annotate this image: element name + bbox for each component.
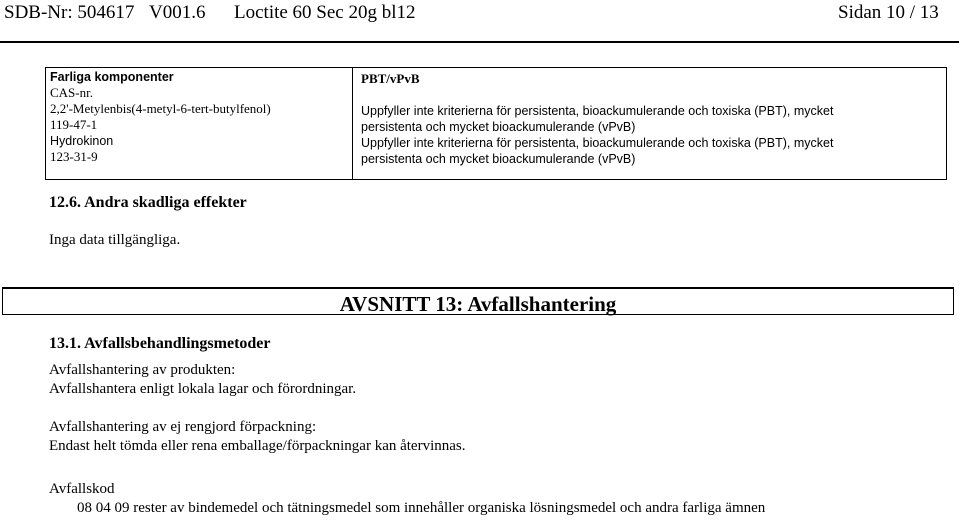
waste-code-text: 08 04 09 rester av bindemedel och tätningsmedel som innehåller organiska lösningsmedel och andra farliga ämnen bbox=[77, 500, 766, 516]
section-13-title: AVSNITT 13: Avfallshantering bbox=[339, 292, 617, 316]
waste-code-label: Avfallskod bbox=[49, 481, 115, 497]
col-header-pbt: PBT/vPvB bbox=[361, 71, 420, 86]
row1-pbt-line2: persistenta och mycket bioackumulerande (vPvB) bbox=[361, 120, 636, 134]
row1-name: 2,2'-Metylenbis(4-metyl-6-tert-butylfenol) bbox=[50, 101, 271, 116]
col-header-cas: CAS-nr. bbox=[50, 85, 93, 100]
components-col2 bbox=[361, 71, 833, 167]
row1-pbt-line1: Uppfyller inte kriterierna för persistenta, bioackumulerande och toxiska (PBT), mycket bbox=[361, 104, 834, 118]
components-col1 bbox=[50, 69, 271, 165]
section-13-1-heading: 13.1. Avfallsbehandlingsmetoder bbox=[49, 335, 271, 352]
row1-cas: 119-47-1 bbox=[50, 117, 98, 132]
components-table bbox=[45, 67, 947, 180]
section-12-6-text: Inga data tillgängliga. bbox=[49, 232, 181, 248]
section-13-banner bbox=[2, 287, 954, 315]
table-divider bbox=[352, 68, 353, 179]
product-name: Loctite 60 Sec 20g bl12 bbox=[234, 2, 416, 23]
doc-version: V001.6 bbox=[149, 2, 206, 23]
packaging-disposal-label: Avfallshantering av ej rengjord förpackning: bbox=[49, 419, 317, 435]
row2-pbt-line2: persistenta och mycket bioackumulerande (vPvB) bbox=[361, 152, 636, 166]
row2-cas: 123-31-9 bbox=[50, 149, 98, 164]
col-header-components: Farliga komponenter bbox=[50, 70, 174, 84]
product-disposal-text: Avfallshantera enligt lokala lagar och förordningar. bbox=[49, 381, 357, 397]
page-number: Sidan 10 / 13 bbox=[838, 2, 939, 23]
section-12-6-heading: 12.6. Andra skadliga effekter bbox=[49, 194, 247, 211]
doc-id: SDB-Nr: 504617 bbox=[4, 2, 135, 23]
row2-pbt-line1: Uppfyller inte kriterierna för persistenta, bioackumulerande och toxiska (PBT), mycket bbox=[361, 136, 834, 150]
packaging-disposal-text: Endast helt tömda eller rena emballage/förpackningar kan återvinnas. bbox=[49, 438, 466, 454]
product-disposal-label: Avfallshantering av produkten: bbox=[49, 362, 236, 378]
header-rule bbox=[0, 41, 959, 43]
row2-name: Hydrokinon bbox=[50, 134, 114, 148]
